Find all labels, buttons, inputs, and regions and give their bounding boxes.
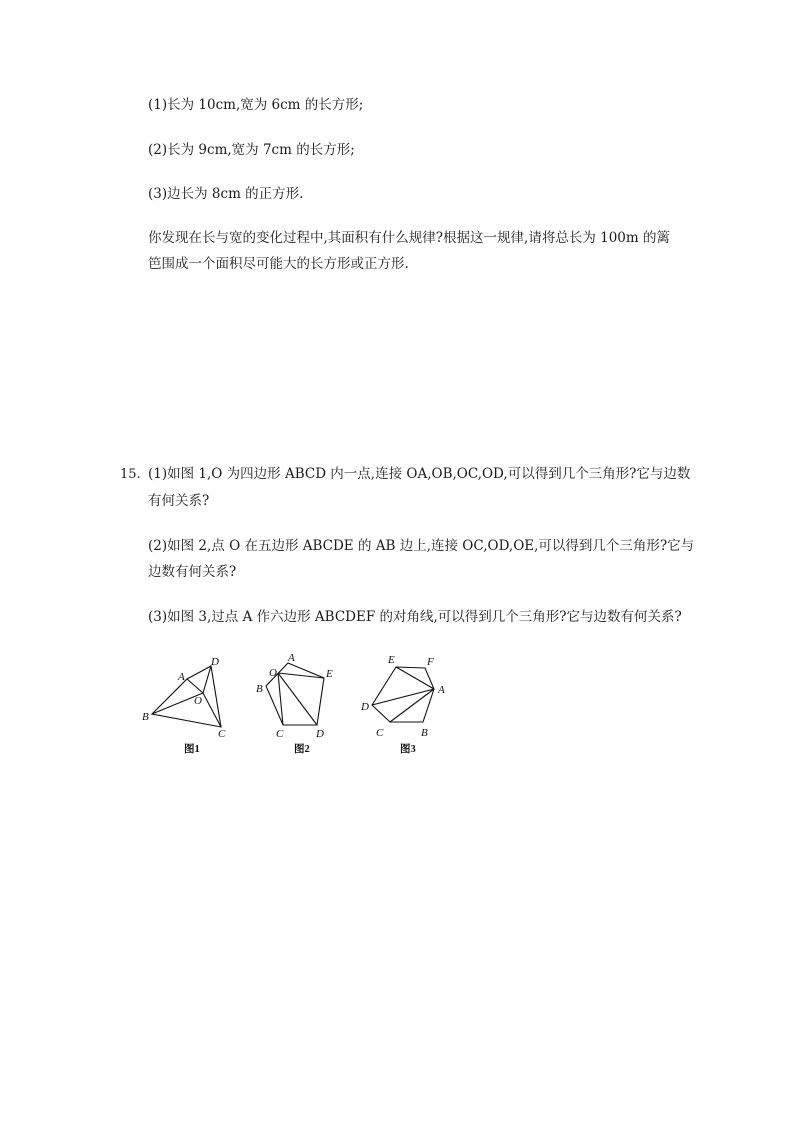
quadrilateral-abcd xyxy=(152,666,221,727)
label-b: B xyxy=(256,683,263,695)
q15-part2-line-1: (2)如图 2,点 O 在五边形 ABCDE 的 AB 边上,连接 OC,OD,OE,可以得到几个三角形?它与 xyxy=(148,538,695,554)
diagonal-ae xyxy=(396,667,434,689)
q15-part1-line-1: (1)如图 1,O 为四边形 ABCD 内一点,连接 OA,OB,OC,OD,可以得到几个三角形?它与边数 xyxy=(148,466,691,482)
q15-part2-line-2: 边数有何关系? xyxy=(148,564,237,580)
figure-1-caption: 图1 xyxy=(184,744,200,755)
label-d: D xyxy=(316,728,324,740)
label-a: A xyxy=(288,652,295,664)
label-a: A xyxy=(178,671,185,683)
hexagon-abcdef xyxy=(372,667,434,722)
label-o: O xyxy=(269,667,277,679)
figures-group xyxy=(140,650,460,769)
question-number: 15. xyxy=(120,467,141,482)
figure-2 xyxy=(256,652,333,755)
figure-1 xyxy=(142,656,226,755)
item-2-text: (2)长为 9cm,宽为 7cm 的长方形; xyxy=(148,142,355,158)
label-c: C xyxy=(218,728,226,740)
label-o: O xyxy=(194,695,202,707)
segment-oc xyxy=(278,673,283,725)
label-c: C xyxy=(276,728,284,740)
segment-od xyxy=(278,673,317,725)
label-a: A xyxy=(438,684,445,696)
label-d: D xyxy=(361,701,369,713)
label-b: B xyxy=(142,711,149,723)
label-e: E xyxy=(388,654,395,666)
question-paragraph-line-2: 笆围成一个面积尽可能大的长方形或正方形. xyxy=(148,256,409,272)
diagonal-ad xyxy=(372,689,434,705)
label-c: C xyxy=(376,727,384,739)
diagonal-ac xyxy=(390,689,434,722)
q15-part1-line-2: 有何关系? xyxy=(148,493,210,509)
question-paragraph-line-1: 你发现在长与宽的变化过程中,其面积有什么规律?根据这一规律,请将总长为 100m 的篱 xyxy=(148,230,670,246)
figure-3 xyxy=(360,654,445,755)
label-e: E xyxy=(326,668,333,680)
label-b: B xyxy=(421,727,428,739)
geometry-figures xyxy=(140,650,460,765)
q15-part3-line-1: (3)如图 3,过点 A 作六边形 ABCDEF 的对角线,可以得到几个三角形?它与边数有何关系? xyxy=(148,609,682,625)
figure-3-caption: 图3 xyxy=(400,744,416,755)
item-3-text: (3)边长为 8cm 的正方形. xyxy=(148,186,304,202)
segment-oa xyxy=(187,679,203,693)
label-d: D xyxy=(211,656,219,668)
label-f: F xyxy=(427,656,434,668)
figure-2-caption: 图2 xyxy=(294,744,310,755)
item-1-text: (1)长为 10cm,宽为 6cm 的长方形; xyxy=(148,97,364,113)
